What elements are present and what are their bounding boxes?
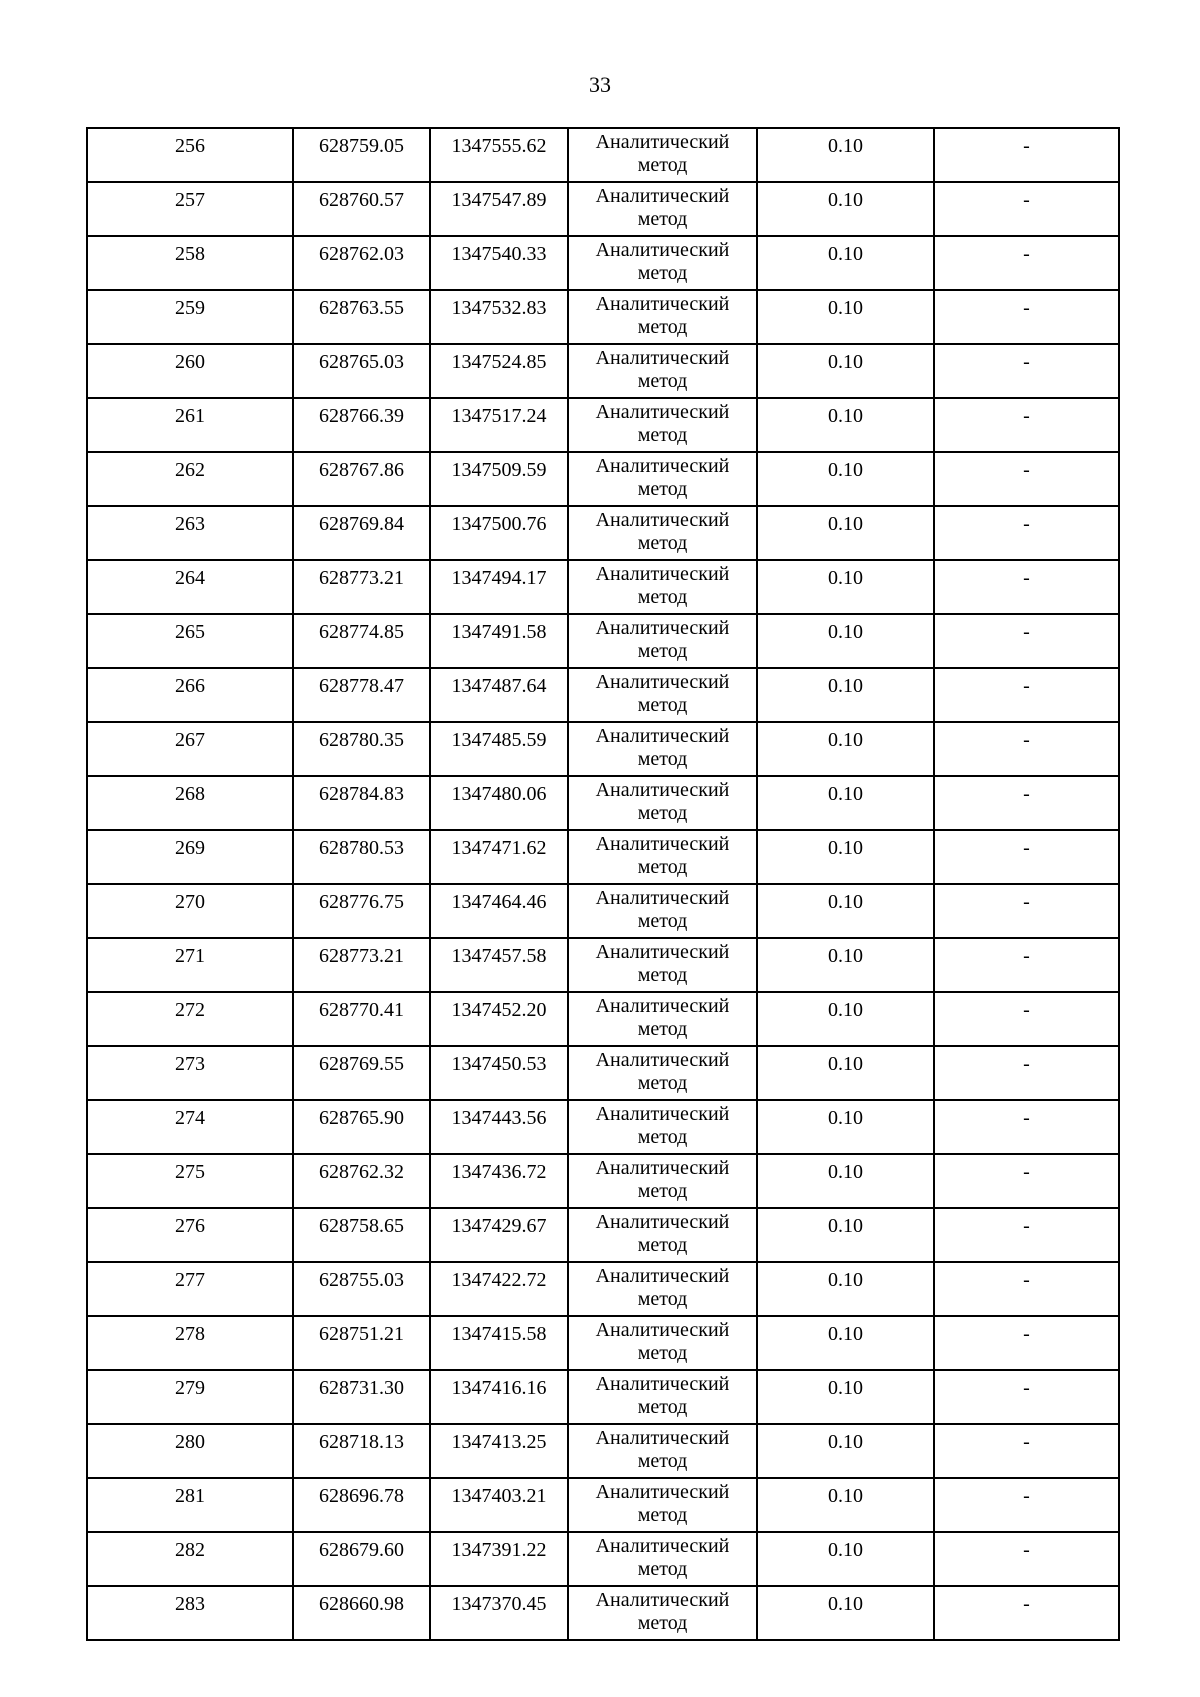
point-number-cell: 269 xyxy=(87,830,293,884)
point-number-cell: 266 xyxy=(87,668,293,722)
table-row xyxy=(87,992,1119,1046)
point-number-cell: 264 xyxy=(87,560,293,614)
method-label-line1: Аналитический xyxy=(595,1535,730,1557)
x-coordinate-cell: 628696.78 xyxy=(293,1478,430,1532)
point-number-cell: 260 xyxy=(87,344,293,398)
accuracy-cell: 0.10 xyxy=(757,938,934,992)
x-coordinate-cell: 628763.55 xyxy=(293,290,430,344)
table-row xyxy=(87,884,1119,938)
point-number-cell: 257 xyxy=(87,182,293,236)
method-cell xyxy=(568,1262,757,1316)
method-label-line2: метод xyxy=(637,856,688,878)
method-label-line1: Аналитический xyxy=(595,563,730,585)
note-cell: - xyxy=(934,830,1119,884)
x-coordinate-cell: 628765.90 xyxy=(293,1100,430,1154)
x-coordinate-cell: 628780.35 xyxy=(293,722,430,776)
method-label-line1: Аналитический xyxy=(595,617,730,639)
table-row xyxy=(87,128,1119,182)
method-cell xyxy=(568,722,757,776)
accuracy-cell: 0.10 xyxy=(757,1046,934,1100)
table-row xyxy=(87,1316,1119,1370)
note-cell: - xyxy=(934,776,1119,830)
table-row xyxy=(87,560,1119,614)
note-cell: - xyxy=(934,560,1119,614)
method-cell xyxy=(568,1586,757,1640)
method-label-line1: Аналитический xyxy=(595,185,730,207)
x-coordinate-cell: 628767.86 xyxy=(293,452,430,506)
y-coordinate-cell: 1347555.62 xyxy=(430,128,568,182)
x-coordinate-cell: 628784.83 xyxy=(293,776,430,830)
table-row xyxy=(87,506,1119,560)
method-label-line2: метод xyxy=(637,640,688,662)
method-label-line1: Аналитический xyxy=(595,887,730,909)
table-row xyxy=(87,776,1119,830)
note-cell: - xyxy=(934,1154,1119,1208)
y-coordinate-cell: 1347487.64 xyxy=(430,668,568,722)
accuracy-cell: 0.10 xyxy=(757,236,934,290)
method-cell xyxy=(568,290,757,344)
method-cell xyxy=(568,1370,757,1424)
note-cell: - xyxy=(934,1370,1119,1424)
note-cell: - xyxy=(934,128,1119,182)
x-coordinate-cell: 628776.75 xyxy=(293,884,430,938)
note-cell: - xyxy=(934,1316,1119,1370)
point-number-cell: 276 xyxy=(87,1208,293,1262)
note-cell: - xyxy=(934,1046,1119,1100)
table-row xyxy=(87,938,1119,992)
method-cell xyxy=(568,668,757,722)
method-cell xyxy=(568,1208,757,1262)
point-number-cell: 270 xyxy=(87,884,293,938)
method-label-line2: метод xyxy=(637,1504,688,1526)
accuracy-cell: 0.10 xyxy=(757,290,934,344)
method-label-line1: Аналитический xyxy=(595,1211,730,1233)
table-row xyxy=(87,1262,1119,1316)
method-label-line2: метод xyxy=(637,1180,688,1202)
table-row xyxy=(87,1154,1119,1208)
y-coordinate-cell: 1347429.67 xyxy=(430,1208,568,1262)
method-label-line1: Аналитический xyxy=(595,1373,730,1395)
accuracy-cell: 0.10 xyxy=(757,1100,934,1154)
method-label-line1: Аналитический xyxy=(595,1481,730,1503)
accuracy-cell: 0.10 xyxy=(757,722,934,776)
y-coordinate-cell: 1347413.25 xyxy=(430,1424,568,1478)
accuracy-cell: 0.10 xyxy=(757,1532,934,1586)
point-number-cell: 283 xyxy=(87,1586,293,1640)
method-label-line1: Аналитический xyxy=(595,239,730,261)
x-coordinate-cell: 628679.60 xyxy=(293,1532,430,1586)
x-coordinate-cell: 628766.39 xyxy=(293,398,430,452)
method-cell xyxy=(568,128,757,182)
y-coordinate-cell: 1347450.53 xyxy=(430,1046,568,1100)
accuracy-cell: 0.10 xyxy=(757,1586,934,1640)
table-row xyxy=(87,236,1119,290)
note-cell: - xyxy=(934,668,1119,722)
method-label-line2: метод xyxy=(637,1558,688,1580)
method-cell xyxy=(568,1478,757,1532)
note-cell: - xyxy=(934,182,1119,236)
method-cell xyxy=(568,398,757,452)
method-label-line1: Аналитический xyxy=(595,1103,730,1125)
note-cell: - xyxy=(934,938,1119,992)
y-coordinate-cell: 1347480.06 xyxy=(430,776,568,830)
table-row xyxy=(87,1370,1119,1424)
note-cell: - xyxy=(934,452,1119,506)
x-coordinate-cell: 628731.30 xyxy=(293,1370,430,1424)
method-label-line1: Аналитический xyxy=(595,131,730,153)
method-label-line2: метод xyxy=(637,262,688,284)
table-row xyxy=(87,722,1119,776)
method-label-line2: метод xyxy=(637,154,688,176)
note-cell: - xyxy=(934,1208,1119,1262)
accuracy-cell: 0.10 xyxy=(757,182,934,236)
accuracy-cell: 0.10 xyxy=(757,560,934,614)
point-number-cell: 281 xyxy=(87,1478,293,1532)
y-coordinate-cell: 1347370.45 xyxy=(430,1586,568,1640)
method-label-line1: Аналитический xyxy=(595,293,730,315)
method-cell xyxy=(568,1100,757,1154)
y-coordinate-cell: 1347403.21 xyxy=(430,1478,568,1532)
accuracy-cell: 0.10 xyxy=(757,830,934,884)
point-number-cell: 271 xyxy=(87,938,293,992)
x-coordinate-cell: 628760.57 xyxy=(293,182,430,236)
table-row xyxy=(87,1586,1119,1640)
method-label-line2: метод xyxy=(637,316,688,338)
method-label-line2: метод xyxy=(637,1126,688,1148)
method-cell xyxy=(568,614,757,668)
method-cell xyxy=(568,1316,757,1370)
note-cell: - xyxy=(934,290,1119,344)
note-cell: - xyxy=(934,614,1119,668)
method-label-line2: метод xyxy=(637,1612,688,1634)
method-label-line2: метод xyxy=(637,1342,688,1364)
y-coordinate-cell: 1347443.56 xyxy=(430,1100,568,1154)
point-number-cell: 280 xyxy=(87,1424,293,1478)
method-cell xyxy=(568,830,757,884)
y-coordinate-cell: 1347517.24 xyxy=(430,398,568,452)
point-number-cell: 282 xyxy=(87,1532,293,1586)
method-cell xyxy=(568,1046,757,1100)
note-cell: - xyxy=(934,722,1119,776)
point-number-cell: 262 xyxy=(87,452,293,506)
method-label-line1: Аналитический xyxy=(595,509,730,531)
accuracy-cell: 0.10 xyxy=(757,668,934,722)
accuracy-cell: 0.10 xyxy=(757,344,934,398)
accuracy-cell: 0.10 xyxy=(757,1262,934,1316)
y-coordinate-cell: 1347491.58 xyxy=(430,614,568,668)
point-number-cell: 274 xyxy=(87,1100,293,1154)
point-number-cell: 259 xyxy=(87,290,293,344)
table-row xyxy=(87,182,1119,236)
method-label-line1: Аналитический xyxy=(595,833,730,855)
point-number-cell: 277 xyxy=(87,1262,293,1316)
method-cell xyxy=(568,344,757,398)
table-row xyxy=(87,614,1119,668)
x-coordinate-cell: 628765.03 xyxy=(293,344,430,398)
method-label-line2: метод xyxy=(637,424,688,446)
method-label-line1: Аналитический xyxy=(595,347,730,369)
y-coordinate-cell: 1347422.72 xyxy=(430,1262,568,1316)
point-number-cell: 268 xyxy=(87,776,293,830)
note-cell: - xyxy=(934,506,1119,560)
method-label-line2: метод xyxy=(637,1288,688,1310)
method-label-line2: метод xyxy=(637,1234,688,1256)
method-label-line2: метод xyxy=(637,748,688,770)
y-coordinate-cell: 1347540.33 xyxy=(430,236,568,290)
y-coordinate-cell: 1347436.72 xyxy=(430,1154,568,1208)
method-label-line1: Аналитический xyxy=(595,779,730,801)
x-coordinate-cell: 628660.98 xyxy=(293,1586,430,1640)
x-coordinate-cell: 628751.21 xyxy=(293,1316,430,1370)
y-coordinate-cell: 1347485.59 xyxy=(430,722,568,776)
y-coordinate-cell: 1347457.58 xyxy=(430,938,568,992)
point-number-cell: 273 xyxy=(87,1046,293,1100)
method-label-line1: Аналитический xyxy=(595,725,730,747)
method-cell xyxy=(568,506,757,560)
point-number-cell: 265 xyxy=(87,614,293,668)
method-label-line1: Аналитический xyxy=(595,1049,730,1071)
y-coordinate-cell: 1347547.89 xyxy=(430,182,568,236)
method-label-line1: Аналитический xyxy=(595,1157,730,1179)
accuracy-cell: 0.10 xyxy=(757,614,934,668)
method-cell xyxy=(568,452,757,506)
y-coordinate-cell: 1347452.20 xyxy=(430,992,568,1046)
y-coordinate-cell: 1347500.76 xyxy=(430,506,568,560)
table-row xyxy=(87,830,1119,884)
table-row xyxy=(87,1478,1119,1532)
method-label-line2: метод xyxy=(637,1018,688,1040)
method-label-line2: метод xyxy=(637,964,688,986)
accuracy-cell: 0.10 xyxy=(757,1208,934,1262)
table-row xyxy=(87,668,1119,722)
table-row xyxy=(87,344,1119,398)
point-number-cell: 263 xyxy=(87,506,293,560)
note-cell: - xyxy=(934,1262,1119,1316)
method-label-line2: метод xyxy=(637,478,688,500)
x-coordinate-cell: 628718.13 xyxy=(293,1424,430,1478)
coordinates-table-body xyxy=(87,128,1119,1640)
method-label-line1: Аналитический xyxy=(595,401,730,423)
point-number-cell: 272 xyxy=(87,992,293,1046)
method-label-line2: метод xyxy=(637,208,688,230)
point-number-cell: 261 xyxy=(87,398,293,452)
method-label-line2: метод xyxy=(637,1072,688,1094)
method-label-line1: Аналитический xyxy=(595,995,730,1017)
point-number-cell: 256 xyxy=(87,128,293,182)
method-cell xyxy=(568,182,757,236)
point-number-cell: 279 xyxy=(87,1370,293,1424)
table-row xyxy=(87,1100,1119,1154)
x-coordinate-cell: 628780.53 xyxy=(293,830,430,884)
x-coordinate-cell: 628759.05 xyxy=(293,128,430,182)
x-coordinate-cell: 628762.32 xyxy=(293,1154,430,1208)
method-cell xyxy=(568,884,757,938)
accuracy-cell: 0.10 xyxy=(757,1478,934,1532)
note-cell: - xyxy=(934,1478,1119,1532)
point-number-cell: 267 xyxy=(87,722,293,776)
method-label-line1: Аналитический xyxy=(595,1265,730,1287)
coordinates-table xyxy=(86,127,1120,1641)
table-row xyxy=(87,452,1119,506)
method-label-line1: Аналитический xyxy=(595,671,730,693)
x-coordinate-cell: 628769.84 xyxy=(293,506,430,560)
note-cell: - xyxy=(934,1532,1119,1586)
method-cell xyxy=(568,938,757,992)
note-cell: - xyxy=(934,398,1119,452)
y-coordinate-cell: 1347494.17 xyxy=(430,560,568,614)
accuracy-cell: 0.10 xyxy=(757,1316,934,1370)
method-label-line1: Аналитический xyxy=(595,1589,730,1611)
point-number-cell: 275 xyxy=(87,1154,293,1208)
method-cell xyxy=(568,1154,757,1208)
method-label-line2: метод xyxy=(637,370,688,392)
method-label-line2: метод xyxy=(637,586,688,608)
note-cell: - xyxy=(934,1586,1119,1640)
x-coordinate-cell: 628778.47 xyxy=(293,668,430,722)
accuracy-cell: 0.10 xyxy=(757,506,934,560)
y-coordinate-cell: 1347524.85 xyxy=(430,344,568,398)
table-row xyxy=(87,1424,1119,1478)
accuracy-cell: 0.10 xyxy=(757,776,934,830)
x-coordinate-cell: 628773.21 xyxy=(293,938,430,992)
accuracy-cell: 0.10 xyxy=(757,452,934,506)
accuracy-cell: 0.10 xyxy=(757,398,934,452)
accuracy-cell: 0.10 xyxy=(757,884,934,938)
accuracy-cell: 0.10 xyxy=(757,1154,934,1208)
method-label-line2: метод xyxy=(637,1450,688,1472)
method-label-line2: метод xyxy=(637,802,688,824)
note-cell: - xyxy=(934,236,1119,290)
table-row xyxy=(87,398,1119,452)
table-row xyxy=(87,1532,1119,1586)
y-coordinate-cell: 1347471.62 xyxy=(430,830,568,884)
accuracy-cell: 0.10 xyxy=(757,992,934,1046)
y-coordinate-cell: 1347415.58 xyxy=(430,1316,568,1370)
y-coordinate-cell: 1347416.16 xyxy=(430,1370,568,1424)
method-cell xyxy=(568,776,757,830)
note-cell: - xyxy=(934,884,1119,938)
page-number: 33 xyxy=(589,72,611,97)
note-cell: - xyxy=(934,1100,1119,1154)
method-cell xyxy=(568,1532,757,1586)
accuracy-cell: 0.10 xyxy=(757,1424,934,1478)
x-coordinate-cell: 628762.03 xyxy=(293,236,430,290)
method-label-line1: Аналитический xyxy=(595,941,730,963)
y-coordinate-cell: 1347509.59 xyxy=(430,452,568,506)
method-label-line1: Аналитический xyxy=(595,455,730,477)
note-cell: - xyxy=(934,992,1119,1046)
x-coordinate-cell: 628773.21 xyxy=(293,560,430,614)
point-number-cell: 278 xyxy=(87,1316,293,1370)
method-cell xyxy=(568,1424,757,1478)
method-label-line1: Аналитический xyxy=(595,1427,730,1449)
x-coordinate-cell: 628755.03 xyxy=(293,1262,430,1316)
method-label-line1: Аналитический xyxy=(595,1319,730,1341)
note-cell: - xyxy=(934,344,1119,398)
method-cell xyxy=(568,992,757,1046)
note-cell: - xyxy=(934,1424,1119,1478)
y-coordinate-cell: 1347532.83 xyxy=(430,290,568,344)
table-row xyxy=(87,1046,1119,1100)
x-coordinate-cell: 628774.85 xyxy=(293,614,430,668)
y-coordinate-cell: 1347464.46 xyxy=(430,884,568,938)
table-row xyxy=(87,1208,1119,1262)
accuracy-cell: 0.10 xyxy=(757,128,934,182)
method-label-line2: метод xyxy=(637,1396,688,1418)
method-label-line2: метод xyxy=(637,532,688,554)
method-cell xyxy=(568,560,757,614)
point-number-cell: 258 xyxy=(87,236,293,290)
method-cell xyxy=(568,236,757,290)
method-label-line2: метод xyxy=(637,694,688,716)
y-coordinate-cell: 1347391.22 xyxy=(430,1532,568,1586)
x-coordinate-cell: 628758.65 xyxy=(293,1208,430,1262)
accuracy-cell: 0.10 xyxy=(757,1370,934,1424)
x-coordinate-cell: 628769.55 xyxy=(293,1046,430,1100)
table-row xyxy=(87,290,1119,344)
method-label-line2: метод xyxy=(637,910,688,932)
x-coordinate-cell: 628770.41 xyxy=(293,992,430,1046)
